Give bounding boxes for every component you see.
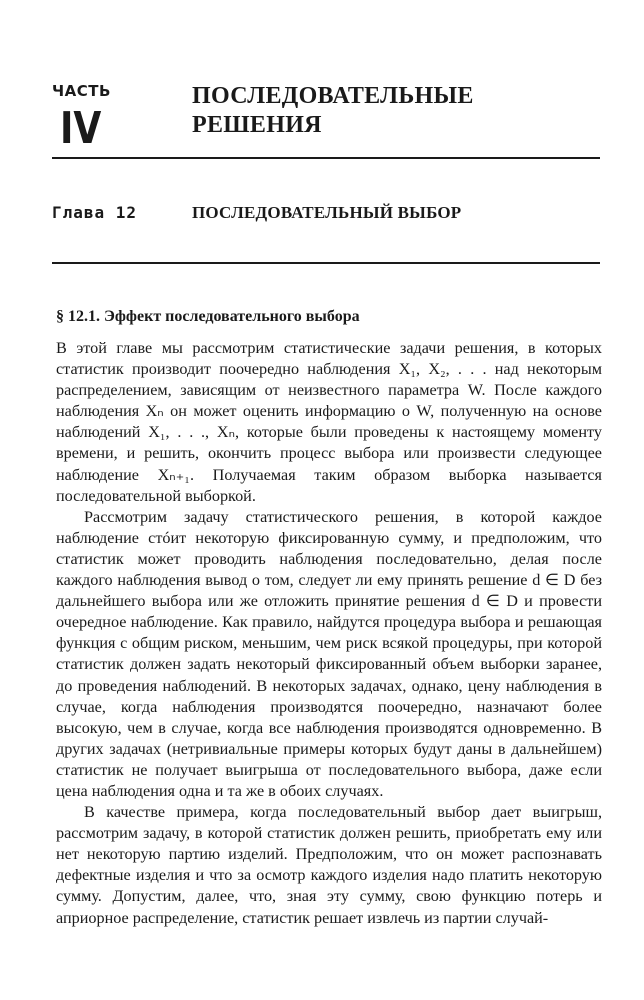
paragraph: В этой главе мы рассмотрим статистические задачи решения, в которых статистик производит поочередно наблюдения X₁, X₂, . . . над некоторым распределением, зависящим от неизвестного параметра W. После каждого наблюдения Xₙ он может оценить информацию о W, полученную на основе наблюдений X₁, . . ., Xₙ, которые были проведены к настоящему моменту времени, и решить, окончить процесс выбора или произвести следующее наблюдение Xₙ₊₁. Получаемая таким образом выборка называется последовательной выборкой. (56, 339, 602, 505)
part-number: IV (60, 103, 102, 154)
part-title-text: ПОСЛЕДОВАТЕЛЬНЫЕ РЕШЕНИЯ (192, 83, 474, 138)
paragraph: В качестве примера, когда последовательный выбор дает выигрыш, рассмотрим задачу, в которой статистик должен решить, приобретать ему или нет некоторую партию изделий. Предположим, что он может распознавать дефектные изделия и что за осмотр каждого изделия надо платить некоторую сумму. Допустим, далее, что, зная эту сумму, свою функцию потерь и априорное распределение, статистик решает извлечь из партии случай- (56, 803, 602, 927)
chapter-title: ПОСЛЕДОВАТЕЛЬНЫЙ ВЫБОР (192, 203, 462, 222)
section-title: § 12.1. Эффект последовательного выбора (56, 308, 360, 325)
chapter-divider (52, 262, 600, 264)
paragraph: Рассмотрим задачу статистического решения, в которой каждое наблюдение стóит некоторую фиксированную сумму, и предположим, что статистик может проводить наблюдения последовательно, делая после каждого наблюдения вывод о том, следует ли ему принять решение d ∈ D без дальнейшего выбора или же отложить принятие решения d ∈ D и провести очередное наблюдение. Как правило, найдутся процедура выбора и решающая функция с общим риском, меньшим, чем риск всякой процедуры, при которой статистик должен задать некоторый фиксированный объем выборки заранее, до проведения наблюдений. В некоторых задачах, однако, цену наблюдения в случае, когда наблюдения производятся поочередно, назначают более высокую, чем в случае, когда все наблюдения производятся одновременно. В других задачах (нетривиальные примеры которых будут даны в дальнейшем) статистик не получает выигрыша от последовательного выбора, даже если цена наблюдения одна и та же в обоих случаях. (56, 507, 602, 800)
part-title (192, 82, 482, 140)
chapter-label: Глава 12 (52, 203, 138, 222)
body-text (56, 338, 602, 929)
part-divider (52, 157, 600, 159)
part-label: ЧАСТЬ (52, 82, 111, 100)
